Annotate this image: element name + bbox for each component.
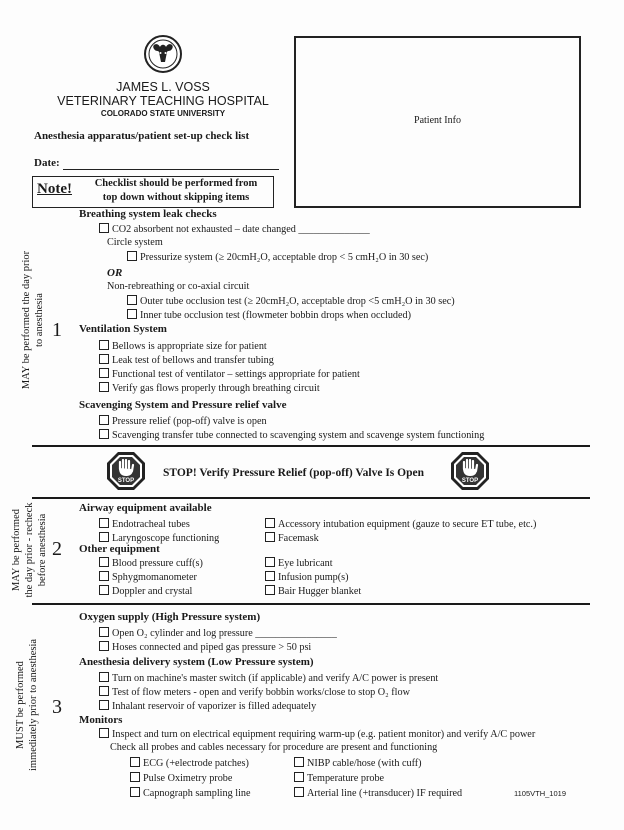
checkbox[interactable]: [127, 309, 137, 319]
checklist-item[interactable]: Turn on machine's master switch (if applicable) and verify A/C power is present: [99, 672, 438, 685]
checklist-item[interactable]: CO2 absorbent not exhausted – date changed ______________: [99, 223, 370, 236]
oxygen-header: Oxygen supply (High Pressure system): [79, 611, 261, 623]
form-title: Anesthesia apparatus/patient set-up check list: [34, 130, 250, 142]
breathing-header: Breathing system leak checks: [79, 208, 217, 220]
checklist-item[interactable]: Bellows is appropriate size for patient: [99, 340, 267, 353]
delivery-header: Anesthesia delivery system (Low Pressure system): [79, 656, 314, 668]
checkbox[interactable]: [99, 571, 109, 581]
checklist-item[interactable]: Pressure relief (pop-off) valve is open: [99, 415, 267, 428]
checkbox[interactable]: [265, 585, 275, 595]
checkbox[interactable]: [99, 627, 109, 637]
other-equipment-header: Other equipment: [79, 543, 160, 555]
checkbox[interactable]: [130, 757, 140, 767]
checkbox[interactable]: [99, 686, 109, 696]
date-label: Date:: [34, 157, 60, 169]
institution-university: COLORADO STATE UNIVERSITY: [100, 109, 226, 118]
monitors-header: Monitors: [79, 714, 123, 726]
checkbox[interactable]: [99, 641, 109, 651]
checkbox[interactable]: [265, 571, 275, 581]
checklist-item[interactable]: Verify gas flows properly through breathing circuit: [99, 382, 320, 395]
scavenging-header: Scavenging System and Pressure relief valve: [79, 399, 287, 411]
institution-name: JAMES L. VOSS: [116, 80, 210, 94]
checklist-item[interactable]: Pressurize system (≥ 20cmH₂O, acceptable drop < 5 cmH₂O in 30 sec): [127, 251, 428, 264]
checklist-item[interactable]: Inspect and turn on electrical equipment requiring warm-up (e.g. patient monitor) and verify A/C power: [99, 728, 535, 741]
checkbox[interactable]: [265, 518, 275, 528]
checkbox[interactable]: [127, 251, 137, 261]
checkbox[interactable]: [99, 415, 109, 425]
checklist-item[interactable]: Outer tube occlusion test (≥ 20cmH₂O, acceptable drop <5 cmH₂O in 30 sec): [127, 295, 455, 308]
checkbox[interactable]: [294, 772, 304, 782]
checklist-item[interactable]: Doppler and crystal: [99, 585, 192, 598]
checklist-item[interactable]: Facemask: [265, 532, 319, 545]
checkbox[interactable]: [99, 532, 109, 542]
checkbox[interactable]: [99, 557, 109, 567]
checklist-item[interactable]: Inner tube occlusion test (flowmeter bobbin drops when occluded): [127, 309, 411, 322]
probes-instruction: Check all probes and cables necessary for procedure are present and functioning: [110, 742, 438, 753]
checkbox[interactable]: [130, 772, 140, 782]
note-label: Note!: [37, 181, 72, 197]
stop-banner-text: STOP! Verify Pressure Relief (pop-off) Valve Is Open: [163, 467, 424, 479]
checklist-item[interactable]: Leak test of bellows and transfer tubing: [99, 354, 274, 367]
checklist-item[interactable]: Hoses connected and piped gas pressure > 50 psi: [99, 641, 311, 654]
checklist-item[interactable]: Endotracheal tubes: [99, 518, 190, 531]
checklist-item[interactable]: Temperature probe: [294, 772, 384, 785]
checklist-item[interactable]: Laryngoscope functioning: [99, 532, 219, 545]
ram-head-seal-icon: [143, 34, 183, 74]
stop-sign-icon: [450, 451, 490, 491]
checklist-item[interactable]: Test of flow meters - open and verify bobbin works/close to stop O₂ flow: [99, 686, 410, 699]
section-divider: [32, 603, 590, 605]
checkbox[interactable]: [99, 518, 109, 528]
note-text-2: top down without skipping items: [102, 192, 250, 203]
checkbox[interactable]: [265, 532, 275, 542]
checkbox[interactable]: [99, 382, 109, 392]
ventilation-header: Ventilation System: [79, 323, 167, 335]
checkbox[interactable]: [99, 368, 109, 378]
section-divider: [32, 445, 590, 447]
section2-number: 2: [52, 538, 62, 560]
nonrebreathing-label: Non-rebreathing or co-axial circuit: [107, 281, 250, 292]
checklist-item[interactable]: Accessory intubation equipment (gauze to secure ET tube, etc.): [265, 518, 536, 531]
patient-info-label: Patient Info: [414, 115, 461, 126]
checklist-item[interactable]: Eye lubricant: [265, 557, 333, 570]
section2-side-label: MAY be performed the day prior - recheck before anesthesia: [11, 502, 48, 598]
section-divider: [32, 497, 590, 499]
checkbox[interactable]: [99, 585, 109, 595]
checklist-item[interactable]: NIBP cable/hose (with cuff): [294, 757, 422, 770]
checklist-item[interactable]: Open O₂ cylinder and log pressure ________________: [99, 627, 337, 640]
date-field[interactable]: [63, 168, 279, 170]
checklist-item[interactable]: Functional test of ventilator – settings appropriate for patient: [99, 368, 360, 381]
checkbox[interactable]: [99, 728, 109, 738]
section3-number: 3: [52, 696, 62, 718]
or-label: OR: [107, 267, 123, 279]
note-text-1: Checklist should be performed from: [94, 178, 258, 189]
checklist-item[interactable]: Inhalant reservoir of vaporizer is filled adequately: [99, 700, 316, 713]
section3-side-label: MUST be performed immediately prior to anesthesia: [15, 638, 39, 772]
airway-header: Airway equipment available: [79, 502, 212, 514]
checklist-item[interactable]: Blood pressure cuff(s): [99, 557, 203, 570]
checklist-item[interactable]: ECG (+electrode patches): [130, 757, 249, 770]
checklist-item[interactable]: Scavenging transfer tube connected to scavenging system and scavenge system functioning: [99, 429, 484, 442]
svg-text:STOP: STOP: [117, 478, 135, 484]
checkbox[interactable]: [99, 672, 109, 682]
institution-hospital: VETERINARY TEACHING HOSPITAL: [57, 94, 269, 108]
checklist-item[interactable]: Bair Hugger blanket: [265, 585, 361, 598]
checklist-item[interactable]: Pulse Oximetry probe: [130, 772, 232, 785]
section1-side-label: MAY be performed the day prior to anesthesia: [21, 250, 45, 390]
section1-number: 1: [52, 319, 62, 341]
checklist-item[interactable]: Infusion pump(s): [265, 571, 348, 584]
checkbox[interactable]: [99, 340, 109, 350]
checkbox[interactable]: [265, 557, 275, 567]
checkbox[interactable]: [99, 223, 109, 233]
checkbox[interactable]: [130, 787, 140, 797]
checkbox[interactable]: [99, 429, 109, 439]
checklist-item[interactable]: Sphygmomanometer: [99, 571, 197, 584]
checkbox[interactable]: [294, 757, 304, 767]
svg-text:STOP: STOP: [461, 478, 479, 484]
form-code: 1105VTH_1019: [514, 789, 566, 798]
checklist-item[interactable]: Capnograph sampling line: [130, 787, 251, 800]
checkbox[interactable]: [294, 787, 304, 797]
checkbox[interactable]: [99, 354, 109, 364]
circle-system-label: Circle system: [107, 237, 163, 248]
stop-sign-icon: [106, 451, 146, 491]
checkbox[interactable]: [127, 295, 137, 305]
checkbox[interactable]: [99, 700, 109, 710]
checklist-item[interactable]: Arterial line (+transducer) IF required: [294, 787, 462, 800]
